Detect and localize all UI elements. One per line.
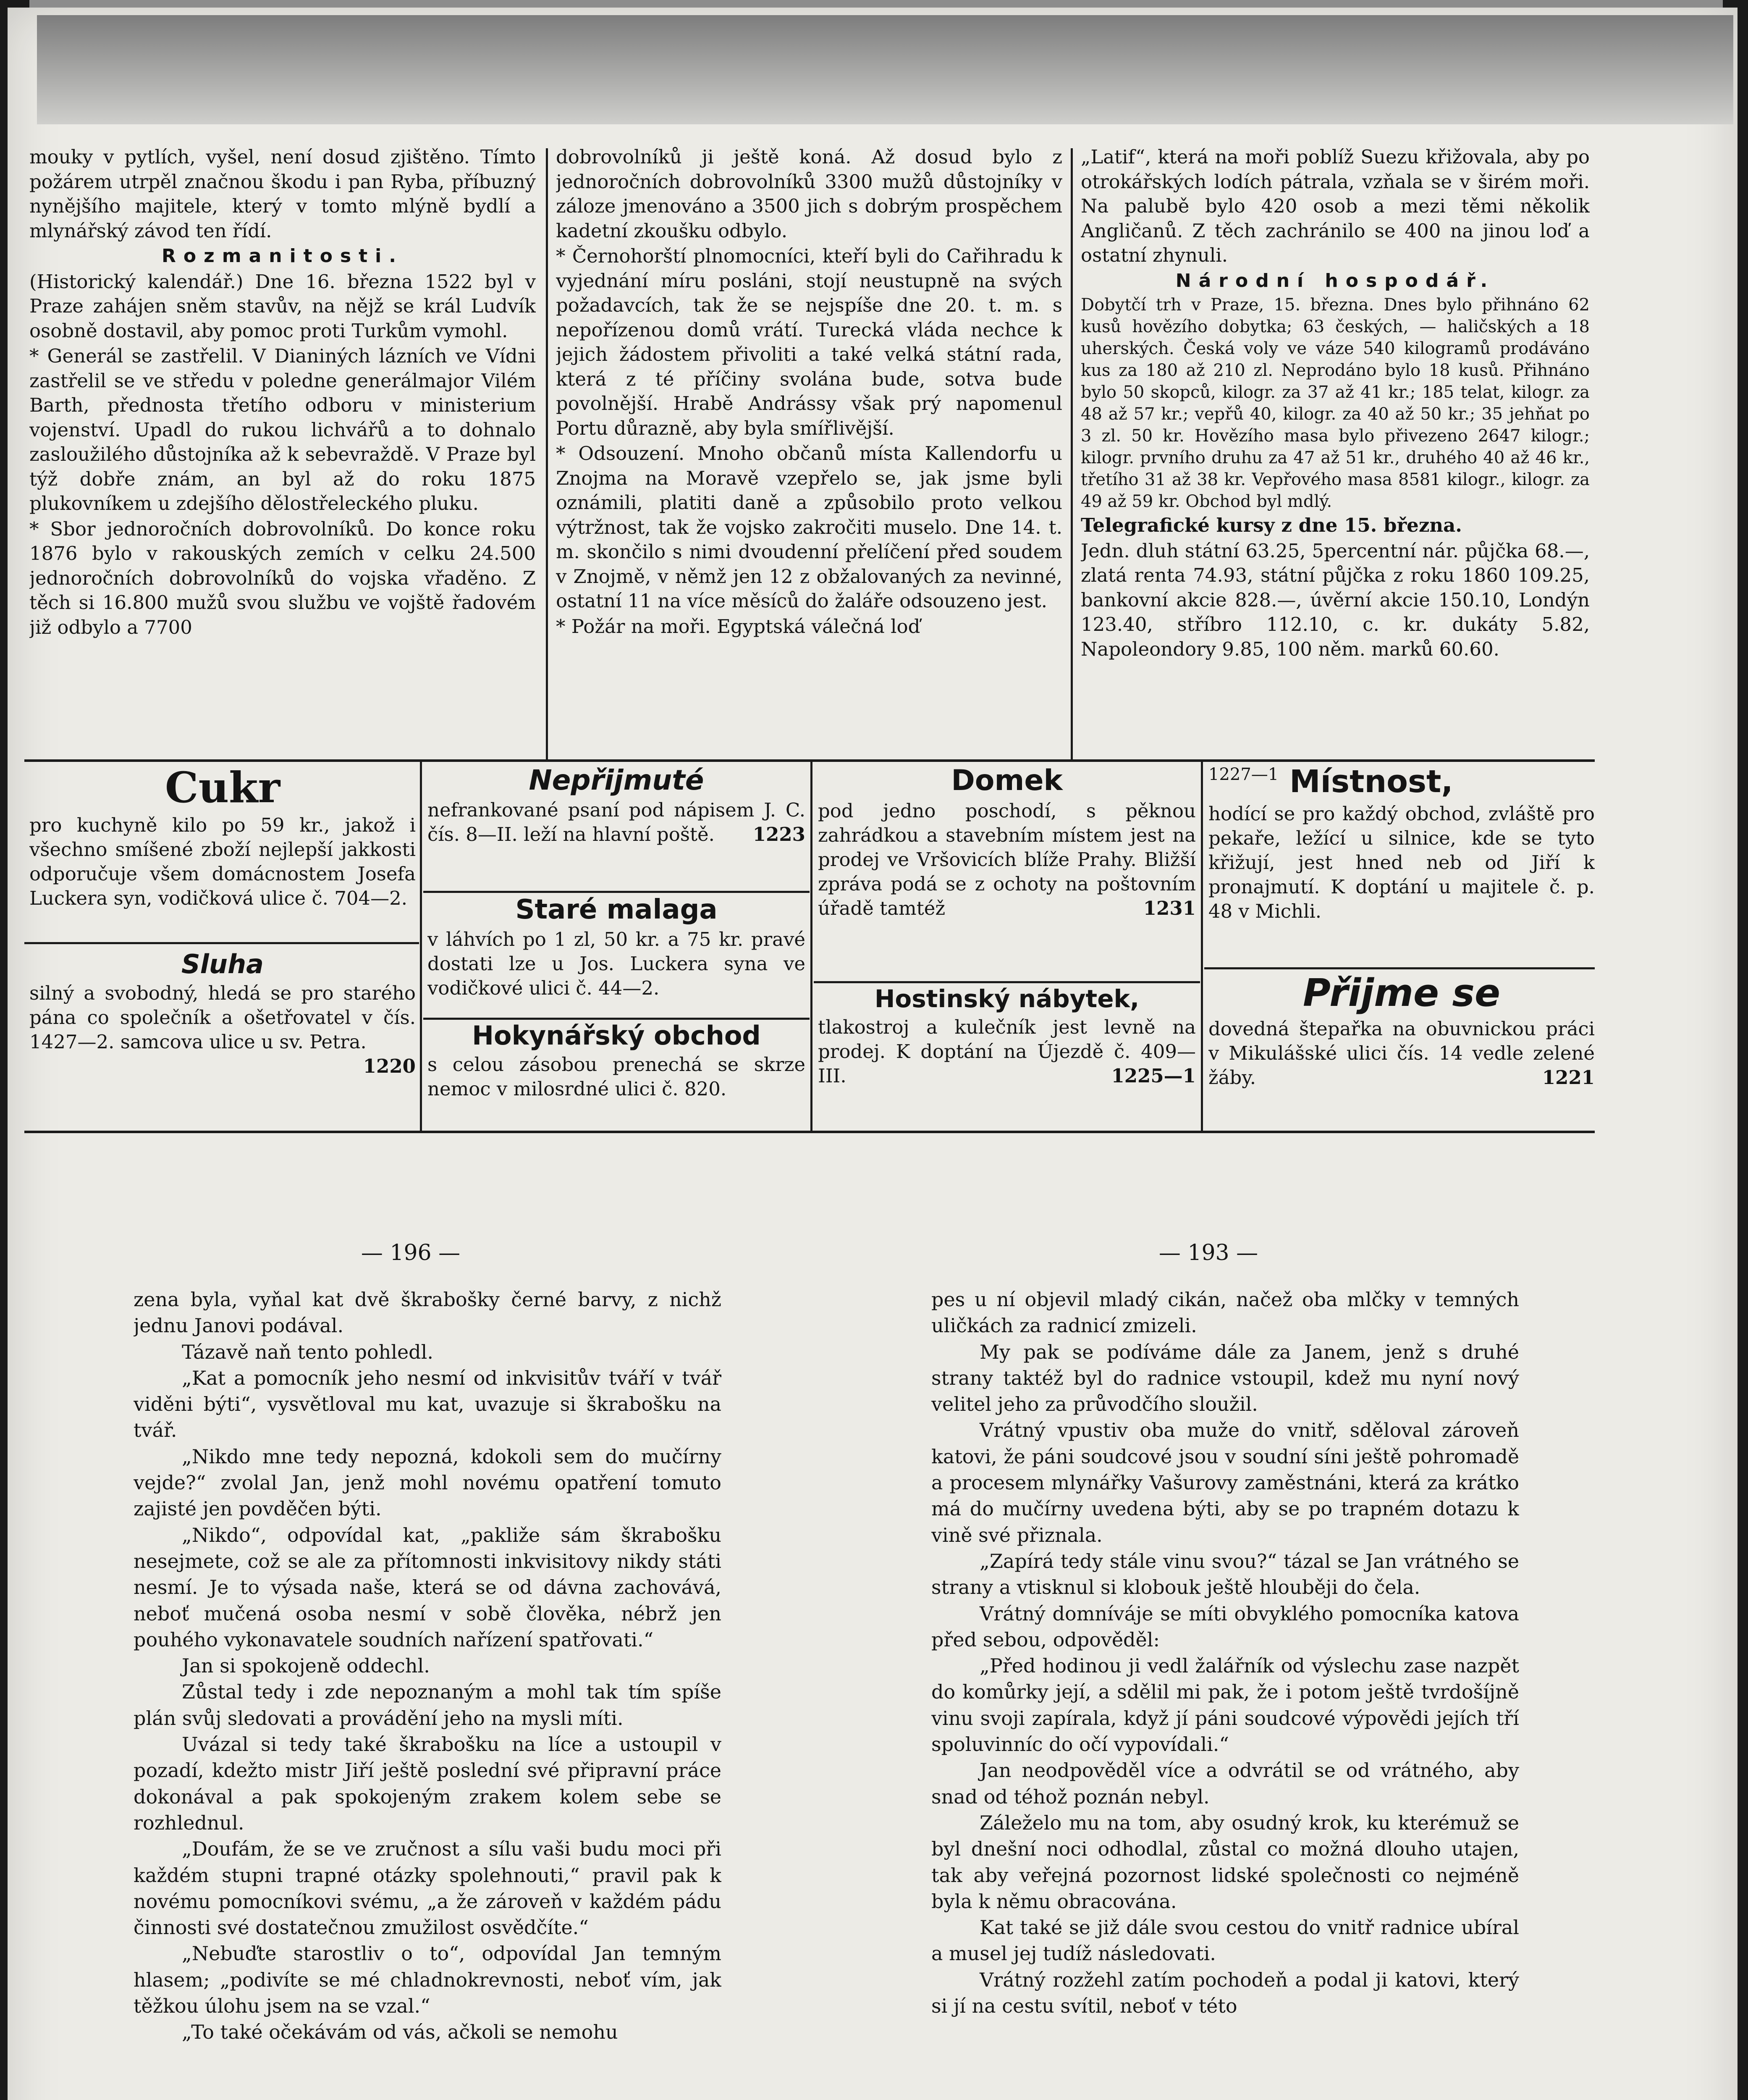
- scan-shadow-band: [37, 15, 1733, 124]
- ad-text: v láhvích po 1 zl, 50 kr. a 75 kr. pravé dostati lze u Jos. Luckera syna ve vodičkové ulici č. 44—2.: [427, 928, 805, 1000]
- paragraph: „Doufám, že se ve zručnost a sílu vaši budu moci při každém stupni trapné otázky spolehnouti,“ pravil pak k novému pomocníkovi svému, „a že zároveň v každém pádu činnosti své dostatečnou zmužilost osvědčíte.“: [134, 1838, 721, 1939]
- ad-text: dovedná štepařka na obuvnickou práci v Mikulášské ulici čís. 14 vedle zelené žáby.: [1208, 1017, 1595, 1089]
- paragraph: * Požár na moři. Egyptská válečná loď: [556, 615, 920, 638]
- paragraph: Uvázal si tedy také škrabošku na líce a ustoupil v pozadí, kdežto mistr Jiří ještě poslední své připravní práce dokonával a pak spokojeným zrakem kolem sebe se rozhlednul.: [134, 1733, 721, 1834]
- left-page-number: — 196 —: [361, 1240, 461, 1265]
- ad-rule: [423, 1018, 810, 1020]
- paragraph: Jan neodpověděl více a odvrátil se od vrátného, aby snad od téhož poznán nebyl.: [931, 1759, 1519, 1808]
- paragraph: Záleželo mu na tom, aby osudný krok, ku kterémuž se byl dnešní noci odhodlal, zůstal co možná dlouho utajen, tak aby veřejná pozornost lidské společnosti co nejméně byla k němu obracována.: [931, 1811, 1519, 1913]
- ad-title: Cukr: [165, 766, 280, 812]
- ad-title: Domek: [951, 766, 1063, 797]
- ad-nabytek: [818, 986, 1196, 1129]
- paragraph: * Odsouzení. Mnoho občanů místa Kallendorfu u Znojma na Moravě vzepřelo se, jak jsme byli oznámili, platiti daně a způsobilo proto velkou výtržnost, tak že vojsko zakročiti muselo. Dne 14. t. m. skončilo s nimi dvoudenní přelíčení před soudem v Znojmě, v němž jen 12 z obžalovaných za nevinné, ostatní 11 na více měsíců do žaláře odsouzeno jest.: [556, 442, 1062, 612]
- ad-text: s celou zásobou prenechá se skrze nemoc v milosrdné ulici č. 820.: [427, 1053, 805, 1100]
- ad-prijme: [1208, 974, 1595, 1129]
- ad-nepr: [427, 766, 805, 887]
- ad-rule: [24, 942, 419, 944]
- paragraph: Zůstal tedy i zde nepoznaným a mohl tak tím spíše plán svůj sledovati a provádění jeho na mysli míti.: [134, 1680, 721, 1730]
- column-rule: [546, 148, 548, 761]
- ad-hokynarsky: [427, 1022, 805, 1129]
- paragraph: „Latif“, která na moři poblíž Suezu křižovala, aby po otrokářských lodích pátrala, vzňala se v širém moři. Na palubě bylo 420 osob a mezi těmi několik Angličanů. Z těch zachránilo se 400 na jinou loď a ostatní zhynuli.: [1081, 146, 1590, 266]
- ad-number: 1220: [363, 1055, 416, 1078]
- paragraph: pes u ní objevil mladý cikán, načež oba mlčky v temných uličkách za radnicí zmizeli.: [931, 1288, 1519, 1337]
- paragraph: „Nikdo mne tedy nepozná, kdokoli sem do mučírny vejde?“ zvolal Jan, jenž mohl novému opatření tomuto zajisté jen povděčen býti.: [134, 1445, 721, 1520]
- right-page-number: — 193 —: [1158, 1240, 1258, 1265]
- ad-rule: [423, 891, 810, 893]
- paragraph: „Kat a pomocník jeho nesmí od inkvisitův tváří v tvář viděni býti“, vysvětloval mu kat, uvazuje si škrabošku na tvář.: [134, 1366, 721, 1442]
- ads-top-rule: [24, 759, 1595, 762]
- paragraph: Jan si spokojeně oddechl.: [182, 1654, 430, 1677]
- ad-text: pro kuchyně kilo po 59 kr., jakož i všechno smíšené zboží nejlepší jakkosti odporučuje všem domácnostem Josefa Luckera syn, vodičková ulice č. 704—2.: [29, 814, 416, 909]
- paragraph-heading: Telegrafické kursy z dne 15. března.: [1081, 514, 1462, 536]
- ad-number: 1227—1: [1208, 766, 1279, 784]
- section-heading: Národní hospodář.: [1175, 270, 1495, 291]
- section-heading: Rozmanitosti.: [162, 245, 404, 267]
- ad-cukr: [29, 766, 416, 942]
- paragraph: * Sbor jednoročních dobrovolníků. Do konce roku 1876 bylo v rakouských zemích v celku 24.500 jednoročních dobrovolníků do vojska vřaděno. Z těch si 16.800 mužů svou službu ve vojště řadovém již odbylo a 7700: [29, 517, 536, 638]
- ad-number: 1225—1: [1111, 1064, 1196, 1087]
- ad-title-text: Místnost,: [1289, 766, 1453, 800]
- paragraph: Vrátný vpustiv oba muže do vnitř, sděloval zároveň katovi, že páni soudcové jsou v soudní síni ještě pohromadě a procesem mlynářky Vašurovy zaměstnáni, která za krátko má do mučírny uvedena býti, aby se po trapném dotazu k vině své přiznala.: [931, 1419, 1519, 1546]
- ad-text: pod jedno poschodí, s pěknou zahrádkou a stavebním místem jest na prodej ve Vršovicích blíže Prahy. Bližší zpráva podá se z ochoty na poštovním úřadě tamtéž: [818, 800, 1196, 920]
- paragraph: My pak se podíváme dále za Janem, jenž s druhé strany taktéž byl do radnice vstoupil, kdež mu nyní nový velitel jeho za průvodčího sloužil.: [931, 1340, 1519, 1416]
- paragraph: * Generál se zastřelil. V Dianiných lázních ve Vídni zastřelil se ve středu v poledne generálmajor Vilém Barth, přednosta třetího odboru v ministerium vojenství. Upadl do rukou lichvářů a to dohnalo zasloužilého důstojníka až k sebevraždě. V Praze byl týž dobře znám, an byl až do roku 1875 plukovníkem u zdejšího dělostřeleckého pluku.: [29, 345, 536, 514]
- paragraph: „Před hodinou ji vedl žalářník od výslechu zase nazpět do komůrky její, a sdělil mi pak, že i potom ještě tvrdošíjně vinu svoji zapírala, když jí páni soudcové výpovědi jejích tří spoluvinníc do očí vypovídali.“: [931, 1654, 1519, 1756]
- ad-number: 1221: [1542, 1066, 1595, 1089]
- ad-title: Nepřijmuté: [529, 766, 704, 796]
- book-left-page: [134, 1286, 721, 2100]
- ad-number: 1223: [752, 823, 805, 846]
- ad-rule: [814, 981, 1200, 983]
- paragraph: (Historický kalendář.) Dne 16. března 1522 byl v Praze zahájen sněm stavův, na nějž se král Ludvík osobně dostavil, aby pomoc proti Turkům vymohl.: [29, 270, 536, 342]
- ad-rule: [1204, 967, 1595, 969]
- paragraph: „Zapírá tedy stále vinu svou?“ tázal se Jan vrátného se strany a vtisknul si klobouk ještě hlouběji do čela.: [931, 1549, 1519, 1599]
- ad-text: tlakostroj a kulečník jest levně na prodej. K doptání na Újezdě č. 409—III.: [818, 1016, 1196, 1087]
- scanned-page: [8, 8, 1738, 2100]
- ad-rule: [1201, 761, 1203, 1131]
- paragraph: Vrátný domníváje se míti obvyklého pomocníka katova před sebou, odpověděl:: [931, 1602, 1519, 1651]
- ad-title: Hostinský nábytek,: [874, 986, 1140, 1013]
- book-right-page: [931, 1286, 1519, 2100]
- ad-rule: [810, 761, 812, 1131]
- column-rule: [1071, 148, 1073, 761]
- paragraph: Tázavě naň tento pohledl.: [182, 1340, 433, 1363]
- ad-rule: [420, 761, 422, 1131]
- paragraph: dobrovolníků ji ještě koná. Až dosud bylo z jednoročních dobrovolníků 3300 mužů důstojníky v záloze jmenováno a 3500 jich s dobrým prospěchem kadetní zkoušku odbylo.: [556, 146, 1062, 242]
- ad-malaga: [427, 896, 805, 1022]
- paragraph: zena byla, vyňal kat dvě škrabošky černé barvy, z nichž jednu Janovi podával.: [134, 1288, 721, 1337]
- ad-title: Staré malaga: [515, 896, 718, 925]
- news-column-2: [556, 145, 1062, 756]
- ad-number: 1231: [1143, 897, 1196, 920]
- paragraph: „Nikdo“, odpovídal kat, „pakliže sám škrabošku nesejmete, což se ale za přítomnosti inkvisitovy nikdy státi nesmí. Je to výsada naše, která se od dávna zachovává, neboť mučená osoba nesmí v sobě člověka, nébrž jen pouhého vykonavatele soudních nařízení spatřovati.“: [134, 1523, 721, 1651]
- ad-title: Přijme se: [1302, 974, 1501, 1015]
- ad-title: Hokynářský obchod: [472, 1022, 761, 1051]
- ad-sluha: [29, 950, 416, 1127]
- paragraph: Kat také se již dále svou cestou do vnitř radnice ubíral a musel jej tudíž následovati.: [931, 1916, 1519, 1965]
- ads-bottom-rule: [24, 1131, 1595, 1133]
- paragraph: * Černohorští plnomocníci, kteří byli do Cařihradu k vyjednání míru posláni, stojí neustupně na svých požadavcích, tak že se nejspíše dne 20. t. m. s nepořízenou domů vrátí. Turecká vláda nechce k jejich žádostem přivoliti a také velká státní rada, která z té příčiny svolána bude, sotva bude povolnější. Hrabě Andrássy však prý napomenul Portu důrazně, aby byla smířlivější.: [556, 245, 1062, 439]
- ad-domek: [818, 766, 1196, 984]
- paragraph: „To také očekávám od vás, ačkoli se nemohu: [182, 2021, 618, 2044]
- paragraph: Vrátný rozžehl zatím pochodeň a podal ji katovi, který si jí na cestu svítil, neboť v této: [931, 1968, 1519, 2018]
- ad-mistnost: [1208, 766, 1595, 967]
- ad-title: Sluha: [181, 950, 264, 979]
- ad-text: silný a svobodný, hledá se pro starého pána co společník a ošetřovatel v čís. 1427—2. samcova ulice u sv. Petra.: [29, 982, 416, 1053]
- ad-text: hodící se pro každý obchod, zvláště pro pekaře, ležící u silnice, kde se tyto křižují, jest hned neb od Jiří k pronajmutí. K doptání u majitele č. p. 48 v Michli.: [1208, 802, 1595, 922]
- paragraph: Dobytčí trh v Praze, 15. března. Dnes bylo přihnáno 62 kusů hovězího dobytka; 63 českých, — haličských a 18 uherských. Česká voly ve váze 540 kilogramů prodáváno kus za 180 až 210 zl. Neprodáno bylo 18 kusů. Přihnáno bylo 50 skopců, kilogr. za 37 až 41 kr.; 185 telat, kilogr. za 48 až 57 kr.; vepřů 40, kilogr. za 40 až 50 kr.; 35 jehňat po 3 zl. 50 kr. Hovězího masa bylo přivezeno 2647 kilogr.; kilogr. prvního druhu za 47 až 51 kr., druhého 40 až 46 kr., třetího 31 až 38 kr. Vepřového masa 8581 kilogr., kilogr. za 49 až 59 kr. Obchod byl mdlý.: [1081, 295, 1590, 511]
- news-column-3: [1081, 145, 1590, 756]
- news-column-1: [29, 145, 536, 756]
- paragraph: „Nebuďte starostliv o to“, odpovídal Jan temným hlasem; „podivíte se mé chladnokrevnosti, neboť vím, jak těžkou úlohu jsem na se vzal.“: [134, 1942, 721, 2018]
- paragraph: Jedn. dluh státní 63.25, 5percentní nár. půjčka 68.—, zlatá renta 74.93, státní půjčka z roku 1860 109.25, bankovní akcie 828.—, úvěrní akcie 150.10, Londýn 123.40, stříbro 112.10, c. kr. dukáty 5.82, Napoleondory 9.85, 100 něm. marků 60.60.: [1081, 539, 1590, 660]
- paragraph: mouky v pytlích, vyšel, není dosud zjištěno. Tímto požárem utrpěl značnou škodu i pan Ryba, příbuzný nynějšího majitele, který v tomto mlýně bydlí a mlynářský závod ten řídí.: [29, 146, 536, 242]
- ad-text: nefrankované psaní pod nápisem J. C. čís. 8—II. leží na hlavní poště.: [427, 799, 805, 846]
- ad-title: [1208, 766, 1595, 798]
